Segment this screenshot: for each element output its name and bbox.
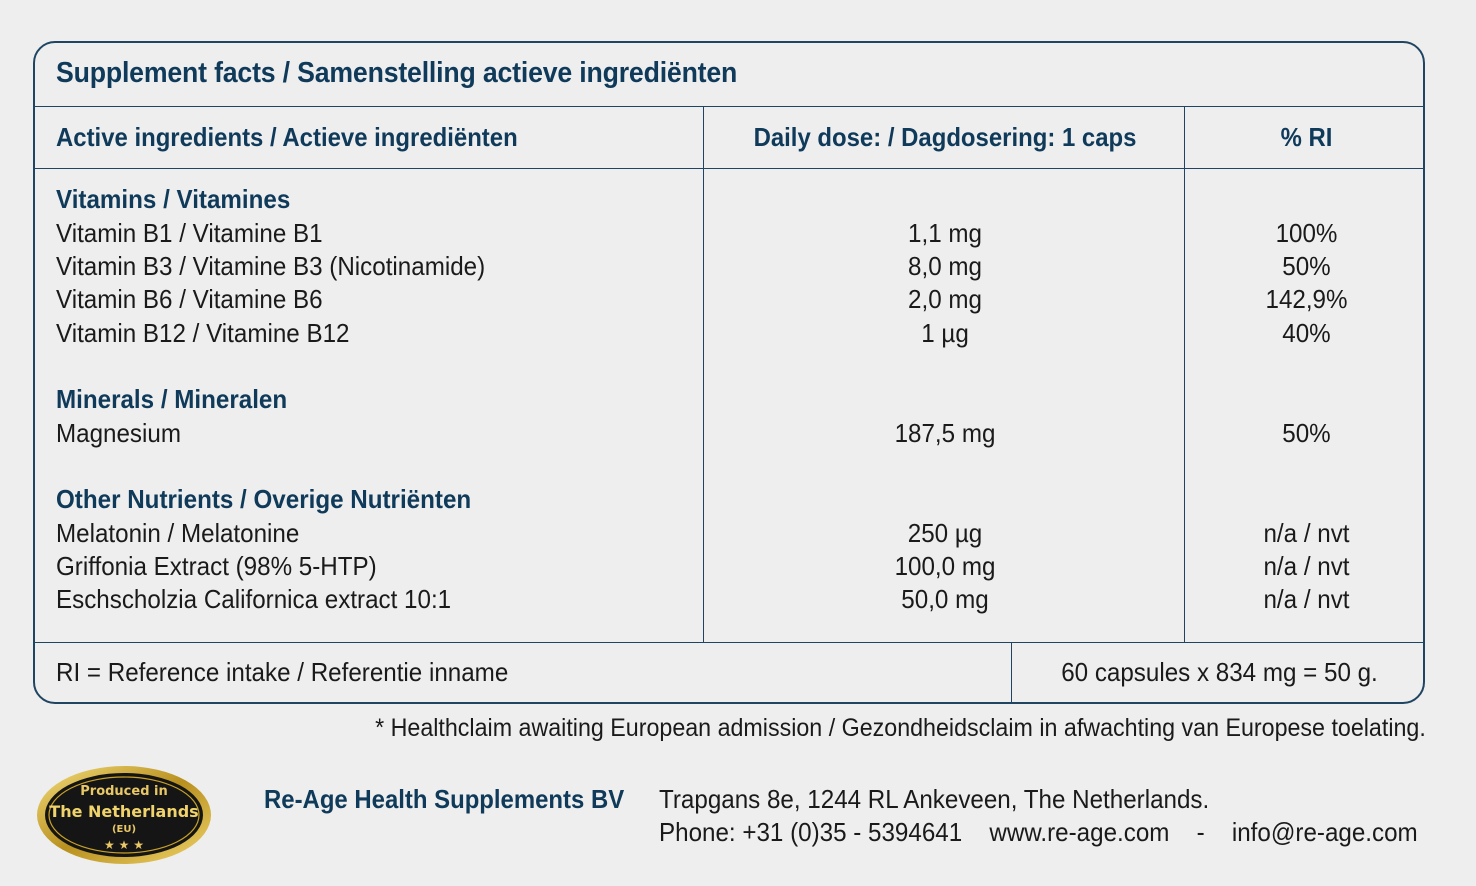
section-heading-other-nutrients: Other Nutrients / Overige Nutriënten [56,484,472,514]
company-name: Re-Age Health Supplements BV [264,784,625,814]
ingredient-dose: 100,0 mg [894,551,996,581]
ingredient-ri: 50% [1282,251,1331,281]
health-claim-note: * Healthclaim awaiting European admission / Gezondheidsclaim in afwachting van Europese toelating. [375,714,1426,742]
ingredient-name: Vitamin B12 / Vitamine B12 [56,318,350,348]
badge-stars: ★ ★ ★ [104,838,144,852]
ingredient-dose: 8,0 mg [908,251,982,281]
ingredient-ri: 142,9% [1265,284,1348,314]
company-contact [659,817,1438,848]
ingredient-name: Eschscholzia Californica extract 10:1 [56,584,452,614]
company-phone: Phone: +31 (0)35 - 5394641 [659,817,963,847]
title-row [35,43,1423,107]
company-website[interactable]: www.re-age.com [989,817,1170,847]
column-header-row [35,107,1423,169]
company-email[interactable]: info@re-age.com [1231,817,1418,847]
ingredient-dose: 187,5 mg [894,418,996,448]
ingredient-name: Melatonin / Melatonine [56,518,300,548]
ingredient-ri: n/a / nvt [1263,518,1350,548]
footer-row [35,642,1423,704]
ingredient-ri: n/a / nvt [1263,584,1350,614]
ingredient-ri: 40% [1282,318,1331,348]
ingredient-name: Vitamin B6 / Vitamine B6 [56,284,323,314]
ingredient-ri: n/a / nvt [1263,551,1350,581]
header-ingredients: Active ingredients / Actieve ingrediënten [56,122,518,152]
company-address: Trapgans 8e, 1244 RL Ankeveen, The Netherlands. [659,784,1210,814]
ingredient-name: Griffonia Extract (98% 5-HTP) [56,551,377,581]
produced-in-netherlands-badge [36,765,212,865]
panel-title: Supplement facts / Samenstelling actieve ingrediënten [56,57,738,89]
ingredients-table-body [35,169,1423,643]
ingredient-name: Vitamin B1 / Vitamine B1 [56,218,323,248]
ingredient-dose: 250 µg [907,518,983,548]
ingredient-name: Magnesium [56,418,181,448]
section-heading-minerals: Minerals / Mineralen [56,384,288,414]
ingredient-dose: 50,0 mg [901,584,989,614]
package-contents: 60 capsules x 834 mg = 50 g. [1061,657,1378,687]
supplement-facts-panel [33,41,1425,704]
badge-line-1: Produced in [80,784,168,799]
footer-divider [1011,643,1012,704]
section-heading-vitamins: Vitamins / Vitamines [56,184,291,214]
ri-definition: RI = Reference intake / Referentie inname [56,657,509,687]
ingredient-ri: 100% [1275,218,1338,248]
ingredient-dose: 1 µg [921,318,969,348]
ingredient-ri: 50% [1282,418,1331,448]
header-ri: % RI [1280,122,1333,152]
header-daily-dose: Daily dose: / Dagdosering: 1 caps [753,122,1137,152]
ingredient-dose: 2,0 mg [908,284,982,314]
ingredient-dose: 1,1 mg [908,218,982,248]
contact-separator: - [1196,817,1205,847]
badge-line-2: The Netherlands [49,802,199,821]
badge-line-3: (EU) [111,824,137,835]
ingredient-name: Vitamin B3 / Vitamine B3 (Nicotinamide) [56,251,486,281]
